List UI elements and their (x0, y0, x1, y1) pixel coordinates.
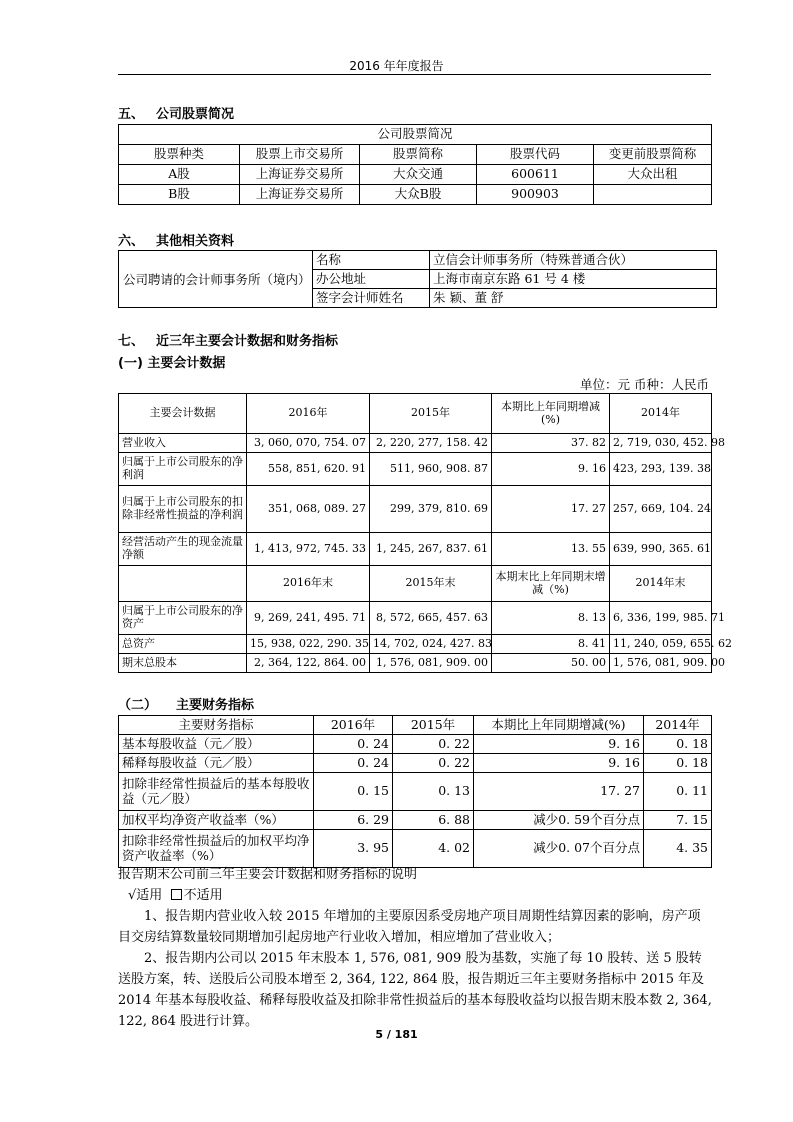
table-row (119, 602, 712, 635)
subsection-1-title: (一) 主要会计数据 (118, 356, 226, 371)
col-header: 2016年 (314, 716, 393, 735)
row-label: 稀释每股收益（元／股） (119, 754, 314, 773)
cell: 900903 (477, 185, 594, 205)
cell: 7. 15 (644, 811, 712, 830)
cell: 639, 990, 365. 61 (610, 533, 712, 566)
table-row (119, 165, 712, 185)
cell: A股 (119, 165, 240, 185)
cell: 上海证券交易所 (240, 165, 360, 185)
section-5-heading (118, 103, 234, 122)
cell: 3. 95 (314, 830, 393, 868)
cell: 9. 16 (492, 453, 610, 486)
table-row (119, 185, 712, 205)
cell: 0. 11 (644, 773, 712, 811)
stock-col-header: 变更前股票简称 (594, 145, 712, 165)
subsection-2-title: 主要财务指标 (176, 698, 255, 713)
row-label: 总资产 (119, 635, 247, 654)
applicability-line (118, 885, 712, 906)
cell: 511, 960, 908. 87 (370, 453, 492, 486)
cell: 11, 240, 059, 655. 62 (610, 635, 712, 654)
col-header: 2015年 (393, 716, 474, 735)
table-row (119, 773, 712, 811)
section-6-number: 六、 (118, 234, 145, 249)
col-header: 2016年末 (247, 566, 370, 602)
stock-info-table (118, 124, 712, 205)
cell: 0. 22 (393, 735, 474, 754)
cell: 1, 576, 081, 909. 00 (370, 654, 492, 673)
cell: 558, 851, 620. 91 (247, 453, 370, 486)
col-header: 2015年末 (370, 566, 492, 602)
auditor-field-value: 立信会计师事务所（特殊普通合伙） (430, 251, 717, 270)
row-label: 加权平均净资产收益率（%） (119, 811, 314, 830)
auditor-field-label: 名称 (313, 251, 430, 270)
cell: 6. 29 (314, 811, 393, 830)
cell: 2, 220, 277, 158. 42 (370, 434, 492, 453)
cell: 15, 938, 022, 290. 35 (247, 635, 370, 654)
col-header: 2016年 (247, 394, 370, 434)
auditor-label: 公司聘请的会计师事务所（境内） (119, 251, 313, 308)
col-header: 2014年 (644, 716, 712, 735)
cell: 大众B股 (360, 185, 477, 205)
table-row (119, 434, 712, 453)
table-row (119, 754, 712, 773)
section-6-heading (118, 230, 234, 249)
cell: 0. 22 (393, 754, 474, 773)
cell: 4. 35 (644, 830, 712, 868)
auditor-field-label: 办公地址 (313, 270, 430, 289)
cell: 8. 13 (492, 602, 610, 635)
cell: 4. 02 (393, 830, 474, 868)
cell: 423, 293, 139. 38 (610, 453, 712, 486)
notes-block (118, 864, 712, 1032)
table-row (119, 453, 712, 486)
cell: 大众交通 (360, 165, 477, 185)
row-label: 归属于上市公司股东的扣除非经常性损益的净利润 (119, 486, 247, 533)
cell: 0. 24 (314, 754, 393, 773)
col-header: 2014年 (610, 394, 712, 434)
col-header: 本期比上年同期增减(%) (492, 394, 610, 434)
cell: 14, 702, 024, 427. 83 (370, 635, 492, 654)
section-7-title: 近三年主要会计数据和财务指标 (156, 334, 339, 349)
cell: 大众出租 (594, 165, 712, 185)
stock-col-header: 股票种类 (119, 145, 240, 165)
row-label: 营业收入 (119, 434, 247, 453)
auditor-field-value: 上海市南京东路 61 号 4 楼 (430, 270, 717, 289)
cell (594, 185, 712, 205)
subsection-2-number: （二） (118, 698, 158, 713)
table-row (119, 533, 712, 566)
cell: 减少0. 07个百分点 (474, 830, 644, 868)
section-5-number: 五、 (118, 107, 145, 122)
table-row (119, 635, 712, 654)
cell: 9. 16 (474, 735, 644, 754)
row-label: 扣除非经常性损益后的基本每股收益（元／股） (119, 773, 314, 811)
cell: 600611 (477, 165, 594, 185)
row-label: 扣除非经常性损益后的加权平均净资产收益率（%） (119, 830, 314, 868)
cell: 3, 060, 070, 754. 07 (247, 434, 370, 453)
section-7-number: 七、 (118, 334, 145, 349)
cell: 9, 269, 241, 495. 71 (247, 602, 370, 635)
row-label: 归属于上市公司股东的净资产 (119, 602, 247, 635)
cell: 减少0. 59个百分点 (474, 811, 644, 830)
note-paragraph-1: 1、报告期内营业收入较 2015 年增加的主要原因系受房地产项目周期性结算因素的影响，房产项目交房结算数量较同期增加引起房地产行业收入增加，相应增加了营业收入； (118, 909, 701, 945)
col-header (119, 566, 247, 602)
section-7-heading (118, 330, 338, 349)
not-applicable-option: 不适用 (183, 888, 223, 903)
cell: 2, 364, 122, 864. 00 (247, 654, 370, 673)
financial-indicators-table (118, 715, 712, 868)
auditor-table (118, 250, 717, 308)
table-row (119, 811, 712, 830)
cell: 6. 88 (393, 811, 474, 830)
col-header: 本期末比上年同期末增减（%) (492, 566, 610, 602)
cell: 9. 16 (474, 754, 644, 773)
cell: 37. 82 (492, 434, 610, 453)
cell: 8. 41 (492, 635, 610, 654)
cell: 1, 576, 081, 909. 00 (610, 654, 712, 673)
col-header: 2014年末 (610, 566, 712, 602)
stock-table-title: 公司股票简况 (119, 125, 712, 145)
cell: 0. 15 (314, 773, 393, 811)
cell: 上海证券交易所 (240, 185, 360, 205)
section-6-title: 其他相关资料 (156, 234, 235, 249)
cell: 1, 245, 267, 837. 61 (370, 533, 492, 566)
page-number: 5 / 181 (375, 1028, 418, 1041)
unit-label: 单位：元 币种：人民币 (580, 377, 709, 392)
section-5-title: 公司股票简况 (156, 107, 235, 122)
cell: 1, 413, 972, 745. 33 (247, 533, 370, 566)
col-header: 本期比上年同期增减(%) (474, 716, 644, 735)
page-header: 2016 年年度报告 (349, 59, 444, 73)
cell: 0. 18 (644, 754, 712, 773)
subsection-2-heading (118, 694, 254, 713)
table-row (119, 654, 712, 673)
col-header: 主要财务指标 (119, 716, 314, 735)
stock-col-header: 股票上市交易所 (240, 145, 360, 165)
cell: 17. 27 (474, 773, 644, 811)
row-label: 归属于上市公司股东的净利润 (119, 453, 247, 486)
table-row (119, 830, 712, 868)
cell: 17. 27 (492, 486, 610, 533)
cell: 50. 00 (492, 654, 610, 673)
auditor-field-label: 签字会计师姓名 (313, 289, 430, 308)
col-header: 主要会计数据 (119, 394, 247, 434)
cell: 0. 24 (314, 735, 393, 754)
cell: B股 (119, 185, 240, 205)
checkbox-icon (171, 889, 182, 900)
header-rule (118, 74, 711, 75)
cell: 0. 13 (393, 773, 474, 811)
row-label: 经营活动产生的现金流量净额 (119, 533, 247, 566)
row-label: 期末总股本 (119, 654, 247, 673)
cell: 8, 572, 665, 457. 63 (370, 602, 492, 635)
table-row (119, 486, 712, 533)
col-header: 2015年 (370, 394, 492, 434)
note-title: 报告期末公司前三年主要会计数据和财务指标的说明 (118, 867, 418, 882)
stock-col-header: 股票简称 (360, 145, 477, 165)
cell: 257, 669, 104. 24 (610, 486, 712, 533)
auditor-field-value: 朱 颖、董 舒 (430, 289, 717, 308)
cell: 299, 379, 810. 69 (370, 486, 492, 533)
accounting-data-table (118, 393, 732, 673)
applicable-option: √适用 (128, 888, 163, 903)
cell: 2, 719, 030, 452. 98 (610, 434, 712, 453)
cell: 351, 068, 089. 27 (247, 486, 370, 533)
table-row (119, 735, 712, 754)
cell: 6, 336, 199, 985. 71 (610, 602, 712, 635)
row-label: 基本每股收益（元／股） (119, 735, 314, 754)
cell: 13. 55 (492, 533, 610, 566)
note-paragraph-2: 2、报告期内公司以 2015 年末股本 1, 576, 081, 909 股为基数，实施了每 10 股转、送 5 股转送股方案，转、送股后公司股本增至 2, 364, 122, 864 股，报告期近三年主要财务指标中 2015 年及 2014 年基本每股收益、稀释每股收益及扣除非常性损益后的基本每股收益均以报告期末股本数 2, 364, 122, 864 股进行计算。 (118, 951, 712, 1029)
cell: 0. 18 (644, 735, 712, 754)
stock-col-header: 股票代码 (477, 145, 594, 165)
